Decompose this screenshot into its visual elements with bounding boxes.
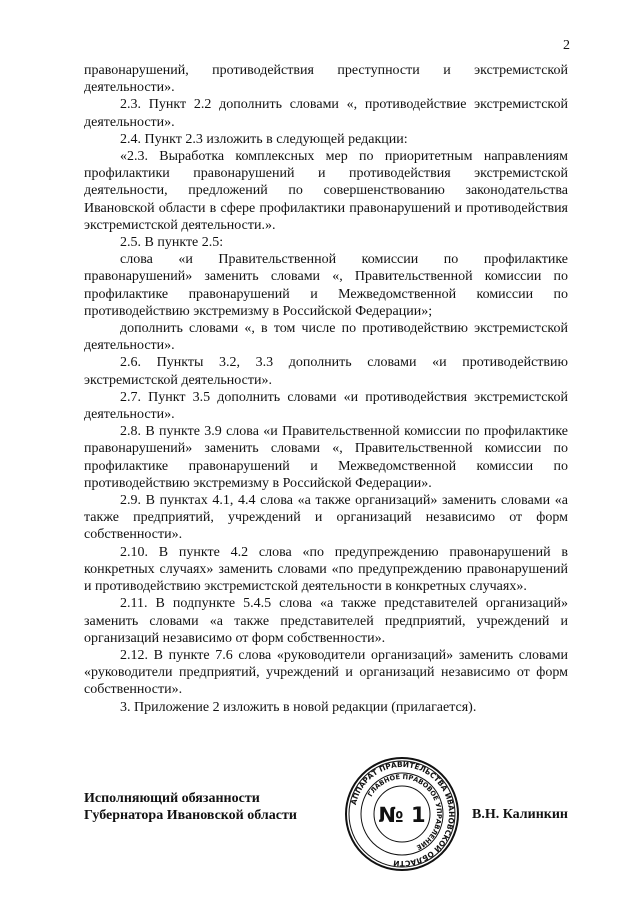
signature-block: [84, 759, 568, 869]
paragraph: «2.3. Выработка комплексных мер по приоритетным направлениям профилактики правонарушений и противодействия экстремистской деятельности, предложений по совершенствованию законодательства Ивановской области в сфере профилактики правонарушений и противодействия экстремистской деятельности.».: [84, 149, 568, 233]
paragraph: 2.7. Пункт 3.5 дополнить словами «и противодействия экстремистской деятельности».: [84, 389, 568, 423]
seal-outer-text: АППАРАТ ПРАВИТЕЛЬСТВА ИВАНОВСКОЙ ОБЛАСТИ: [348, 759, 457, 869]
paragraph: 2.5. В пункте 2.5:: [120, 235, 224, 251]
paragraph: 2.3. Пункт 2.2 дополнить словами «, противодействие экстремистской деятельности».: [84, 97, 568, 130]
signatory-title-line2: Губернатора Ивановской области: [84, 808, 297, 823]
seal-inner-text: ГЛАВНОЕ ПРАВОВОЕ УПРАВЛЕНИЕ: [366, 772, 444, 852]
paragraph: правонарушений, противодействия преступности и экстремистской деятельности».: [84, 63, 568, 96]
signatory-name: В.Н. Калинкин: [471, 807, 568, 822]
paragraph: слова «и Правительственной комиссии по профилактике правонарушений» заменить словами «, Правительственной комиссии по профилактике правонарушений и Межведомственной комиссии по противодействию экстремизму в Российской Федерации»;: [84, 252, 568, 319]
paragraph: 2.12. В пункте 7.6 слова «руководители организаций» заменить словами «руководители предприятий, учреждений и организаций независимо от форм собственности».: [84, 647, 568, 698]
official-seal-stamp: [344, 756, 460, 872]
signatory-title-line1: Исполняющий обязанности: [84, 791, 260, 806]
seal-number: № 1: [378, 803, 426, 827]
paragraph: 2.4. Пункт 2.3 изложить в следующей редакции:: [120, 131, 408, 147]
page-number: 2: [563, 38, 570, 53]
paragraph: 2.6. Пункты 3.2, 3.3 дополнить словами «и противодействию экстремистской деятельности».: [84, 355, 568, 388]
paragraph: 2.8. В пункте 3.9 слова «и Правительственной комиссии по профилактике правонарушений» заменить словами «, Правительственной комиссии по профилактике правонарушений и Межведомственной комиссии по противодействию экстремизму в Российской Федерации».: [84, 424, 568, 491]
document-body: [84, 62, 568, 716]
paragraph: 2.10. В пункте 4.2 слова «по предупреждению правонарушений в конкретных случаях» заменить словами «по предупреждению правонарушений и противодействию экстремистской деятельности в конкретных случаях».: [84, 544, 568, 595]
paragraph: дополнить словами «, в том числе по противодействию экстремистской деятельности».: [84, 321, 568, 354]
signatory-title: [84, 790, 297, 824]
paragraph: 3. Приложение 2 изложить в новой редакции (прилагается).: [120, 699, 477, 715]
paragraph: 2.9. В пунктах 4.1, 4.4 слова «а также организаций» заменить словами «а также предприятий, учреждений и организаций независимо от форм собственности».: [84, 493, 568, 543]
paragraph: 2.11. В подпункте 5.4.5 слова «а также представителей организаций» заменить словами «а также представителей предприятий, учреждений и организаций независимо от форм собственности».: [84, 596, 568, 646]
